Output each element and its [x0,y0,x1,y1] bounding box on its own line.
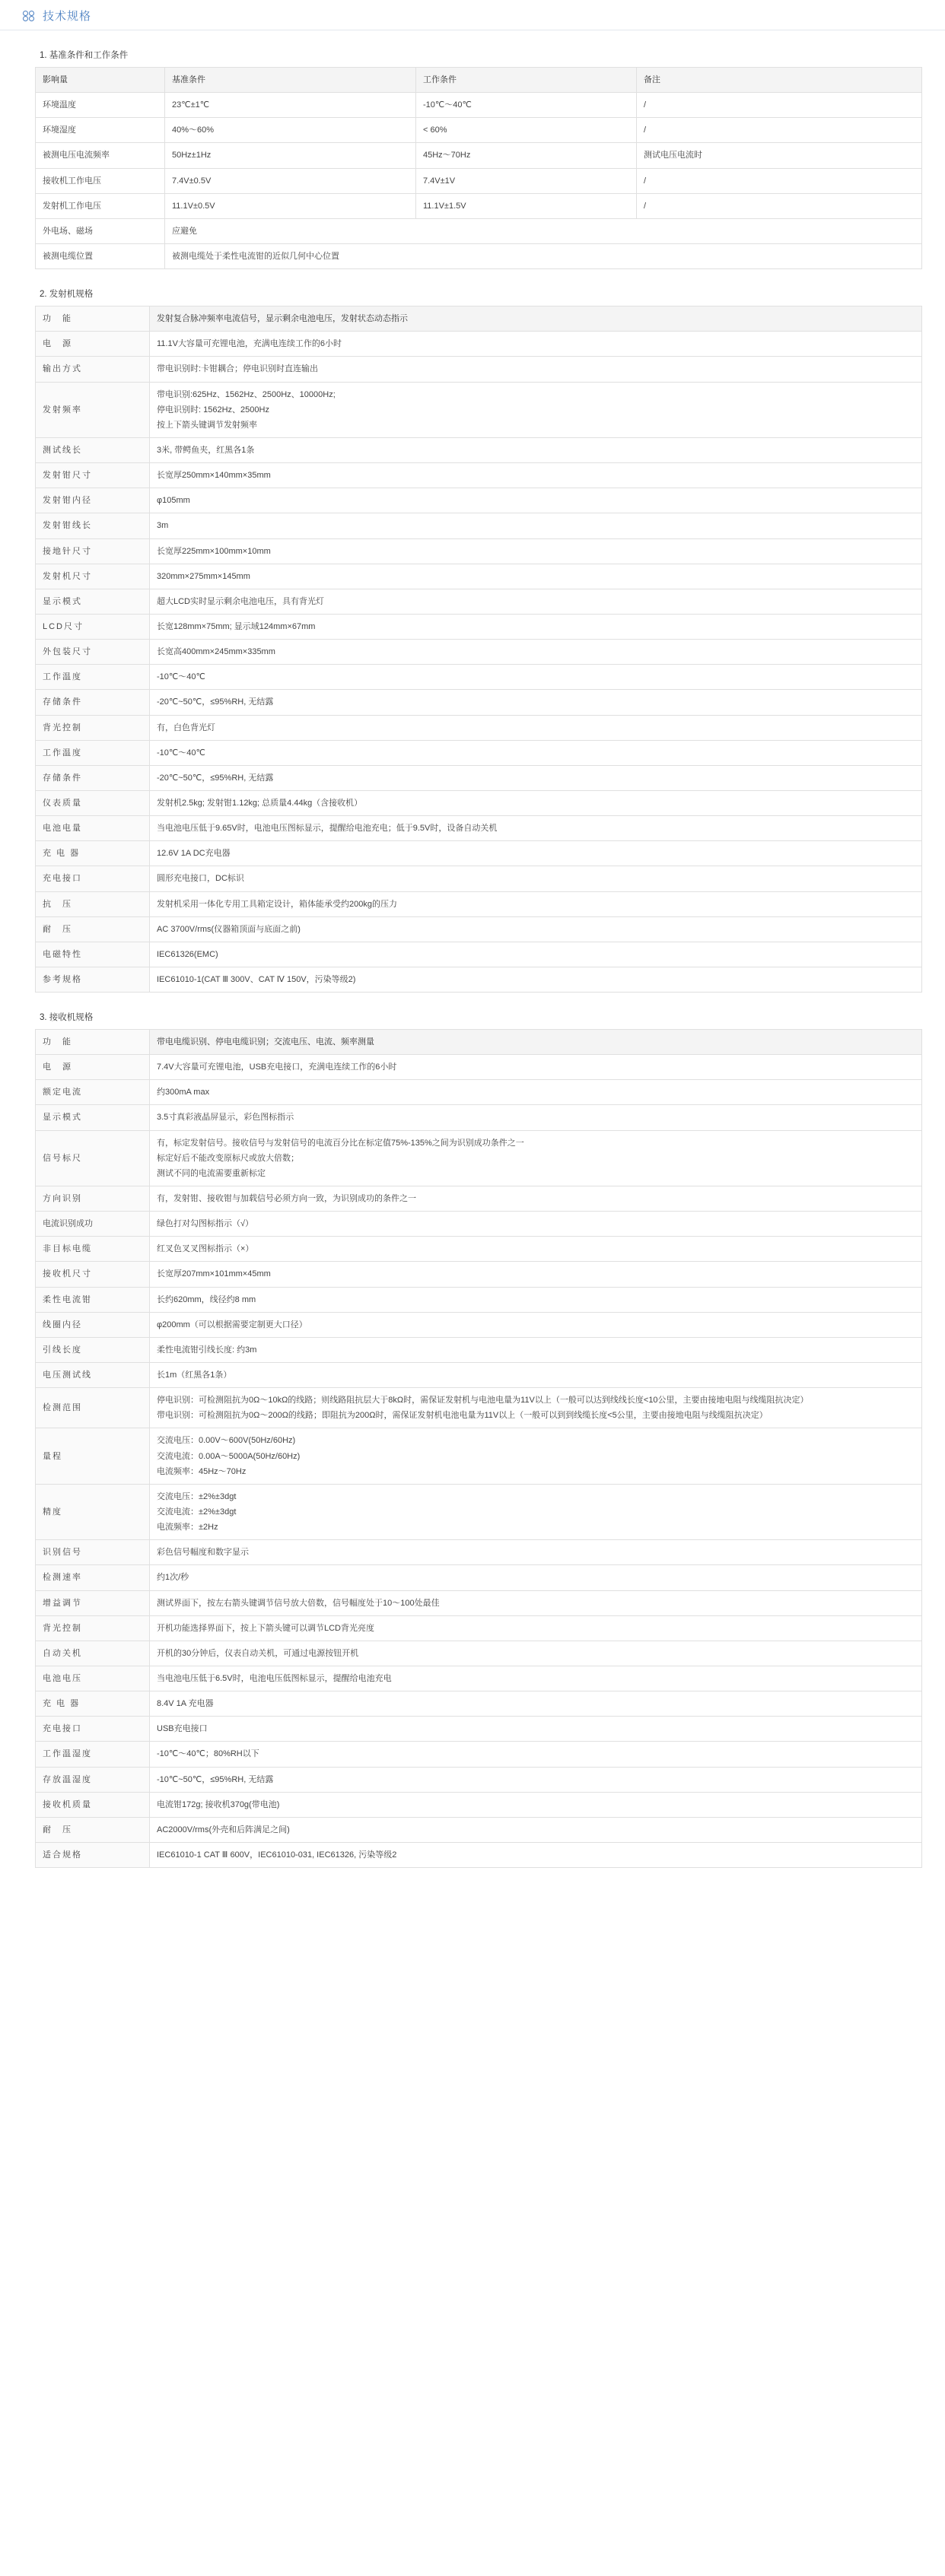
section-benchmark-conditions [0,30,945,269]
row-label: 外电场、磁场 [36,218,165,243]
row-label: 发射频率 [36,382,150,437]
table-row [36,1641,922,1666]
column-header: 基准条件 [165,68,416,93]
row-value [150,1615,922,1641]
row-value [150,1717,922,1742]
value-line: 开机功能选择界面下，按上下箭头键可以调节LCD背光亮度 [157,1623,375,1633]
row-label: 识别信号 [36,1540,150,1565]
row-label: 被测电压电流频率 [36,143,165,168]
row-value [150,437,922,462]
row-value [150,1842,922,1867]
row-label: 显示模式 [36,589,150,614]
row-value [150,942,922,967]
value-line: IEC61326(EMC) [157,949,218,959]
table-row [36,1565,922,1590]
row-label: 检测范围 [36,1388,150,1428]
table-row [36,488,922,513]
table-row [36,513,922,538]
row-label: 线圈内径 [36,1312,150,1337]
table-row [36,1080,922,1105]
column-header: 工作条件 [416,68,637,93]
value-line: 11.1V大容量可充锂电池，充满电连续工作的6小时 [157,339,342,349]
table-row [36,1767,922,1792]
row-value [150,1237,922,1262]
section-transmitter-spec [0,269,945,993]
table-row [36,357,922,382]
section-title [40,1011,922,1023]
value-line: 带电识别时:卡钳耦合；停电识别时直连输出 [157,364,319,374]
value-line: 当电池电压低于6.5V时，电池电压低图标显示，提醒给电池充电 [157,1674,392,1683]
row-label: 存放温湿度 [36,1767,150,1792]
row-value [150,463,922,488]
value-line: 长宽厚250mm×140mm×35mm [157,471,271,481]
value-line: 带电识别：可检测阻抗为0Ω～200Ω的线路；即阻抗为200Ω时，需保证发射机电池电量为11V以上（一般可以到到线缆长度<5公里，主要由接地电阻与线缆阻抗决定） [157,1411,768,1421]
row-label: 发射机尺寸 [36,564,150,589]
row-label: 电池电压 [36,1666,150,1691]
row-value [150,1540,922,1565]
value-line: φ105mm [157,496,190,506]
column-header: 备注 [637,68,922,93]
row-label: 发射钳线长 [36,513,150,538]
row-value: < 60% [416,118,637,143]
table-row [36,1540,922,1565]
row-value [150,1691,922,1717]
row-value [150,640,922,665]
row-label: 抗 压 [36,891,150,916]
row-label: 电 源 [36,1055,150,1080]
row-value [150,1767,922,1792]
row-value [150,1186,922,1212]
row-value [150,841,922,866]
row-value [150,564,922,589]
table-receiver-spec [35,1029,922,1868]
value-line: 7.4V大容量可充锂电池，USB充电接口，充满电连续工作的6小时 [157,1062,397,1072]
row-label: 方向识别 [36,1186,150,1212]
table-row [36,118,922,143]
value-line: 发射机采用一体化专用工具箱定设计，箱体能承受约200kg的压力 [157,899,397,909]
value-line: 交流电流：0.00A～5000A(50Hz/60Hz) [157,1451,301,1461]
table-row [36,1792,922,1817]
row-label: 量程 [36,1428,150,1484]
row-value: 7.4V±1V [416,168,637,193]
value-line: 电流频率：45Hz～70Hz [157,1466,247,1476]
row-label: 仪表质量 [36,790,150,815]
row-value [150,1212,922,1237]
row-label: 显示模式 [36,1105,150,1130]
row-label: LCD尺寸 [36,614,150,639]
row-label: 电流识别成功 [36,1212,150,1237]
row-value [150,765,922,790]
row-value: 23℃±1℃ [165,93,416,118]
table-row [36,790,922,815]
value-line: 电流钳172g; 接收机370g(带电池) [157,1799,280,1809]
table-row [36,1666,922,1691]
table-row [36,967,922,992]
table-row [36,1817,922,1842]
section-heading: 发射机规格 [49,290,94,300]
table-row [36,143,922,168]
table-row [36,1105,922,1130]
row-value [150,715,922,740]
row-label: 额定电流 [36,1080,150,1105]
section-title [40,49,922,61]
row-value [150,357,922,382]
value-line: 停电识别时: 1562Hz、2500Hz [157,405,269,415]
table-transmitter-spec [35,306,922,993]
row-label: 精度 [36,1484,150,1539]
table-row [36,1055,922,1080]
row-value [150,1363,922,1388]
grid-icon [23,9,37,23]
value-line: 当电池电压低于9.65V时，电池电压图标显示，提醒给电池充电；低于9.5V时，设备自动关机 [157,824,498,834]
value-line: 约300mA max [157,1088,210,1097]
row-value [150,1590,922,1615]
row-value: 50Hz±1Hz [165,143,416,168]
row-label: 发射钳内径 [36,488,150,513]
row-value [150,866,922,891]
value-line: 交流电压：0.00V～600V(50Hz/60Hz) [157,1436,296,1446]
section-heading: 基准条件和工作条件 [49,51,129,60]
value-line: 长宽厚207mm×101mm×45mm [157,1269,271,1279]
table-row [36,916,922,942]
row-value [150,1484,922,1539]
row-value [150,790,922,815]
table-row [36,463,922,488]
value-line: 有，白色背光灯 [157,723,215,732]
table-row [36,1484,922,1539]
value-line: -10℃～40℃；80%RH以下 [157,1749,259,1759]
row-label: 接收机尺寸 [36,1262,150,1287]
value-line: -10℃～40℃ [157,672,205,682]
value-line: 12.6V 1A DC充电器 [157,849,231,859]
row-note: / [637,93,922,118]
row-label: 柔性电流钳 [36,1287,150,1312]
table-row [36,614,922,639]
row-value [150,332,922,357]
value-line: 3.5寸真彩液晶屏显示，彩色图标指示 [157,1113,294,1123]
value-line: 发射机2.5kg; 发射钳1.12kg; 总质量4.44kg（含接收机） [157,798,363,808]
row-label: 接收机质量 [36,1792,150,1817]
value-line: 约1次/秒 [157,1573,189,1583]
row-note: / [637,168,922,193]
table-row [36,665,922,690]
value-line: 柔性电流钳引线长度: 约3m [157,1345,257,1355]
row-label: 存储条件 [36,765,150,790]
value-line: 长宽128mm×75mm; 显示域124mm×67mm [157,621,316,631]
row-value [150,1262,922,1287]
row-value [150,740,922,765]
value-line: 3米, 带鳄鱼夹，红黑各1条 [157,445,255,455]
column-header-value: 带电电缆识别、停电电缆识别；交流电压、电流、频率测量 [150,1030,922,1055]
table-row [36,765,922,790]
row-value [150,614,922,639]
table-row [36,437,922,462]
table-row [36,841,922,866]
row-value [150,967,922,992]
value-line: 长1m（红黑各1条） [157,1371,232,1380]
value-line: 开机的30分钟后，仪表自动关机，可通过电源按钮开机 [157,1648,359,1658]
row-label: 充电接口 [36,1717,150,1742]
table-row [36,382,922,437]
row-value [150,1817,922,1842]
row-label: 电压测试线 [36,1363,150,1388]
table-row [36,640,922,665]
value-line: 长约620mm，线径约8 mm [157,1294,256,1304]
table-row [36,1262,922,1287]
value-line: 交流电压：±2%±3dgt [157,1491,237,1501]
row-label: 适合规格 [36,1842,150,1867]
table-row [36,1312,922,1337]
table-row [36,740,922,765]
table-row [36,816,922,841]
section-index: 2. [40,290,47,300]
row-value [150,1080,922,1105]
value-line: 按上下箭头键调节发射频率 [157,420,257,430]
row-label: 电磁特性 [36,942,150,967]
row-label: 充电接口 [36,866,150,891]
table-row [36,218,922,243]
table-row [36,715,922,740]
row-label: 测试线长 [36,437,150,462]
row-value [150,488,922,513]
value-line: 超大LCD实时显示剩余电池电压，具有背光灯 [157,596,325,606]
row-label: 发射机工作电压 [36,193,165,218]
row-value [150,1105,922,1130]
section-receiver-spec [0,993,945,1868]
row-value [150,1428,922,1484]
row-value: 40%～60% [165,118,416,143]
row-label: 引线长度 [36,1337,150,1362]
value-line: 彩色信号幅度和数字显示 [157,1548,249,1558]
table-row [36,1590,922,1615]
value-line: -10℃~50℃，≤95%RH, 无结露 [157,1774,274,1784]
table-row [36,1742,922,1767]
row-label: 增益调节 [36,1590,150,1615]
row-value [150,538,922,564]
row-label: 外包装尺寸 [36,640,150,665]
table-row [36,1428,922,1484]
row-value: 应避免 [165,218,922,243]
row-value [150,1641,922,1666]
row-label: 接地针尺寸 [36,538,150,564]
row-label: 电 源 [36,332,150,357]
value-line: 红叉色叉叉图标指示（×） [157,1244,254,1254]
row-label: 环境温度 [36,93,165,118]
value-line: φ200mm（可以根据需要定制更大口径） [157,1320,307,1329]
value-line: 测试不同的电流需要重新标定 [157,1168,266,1178]
table-row [36,93,922,118]
row-label: 耐 压 [36,1817,150,1842]
row-label: 信号标尺 [36,1130,150,1186]
table-row [36,1212,922,1237]
row-label: 参考规格 [36,967,150,992]
table-row [36,564,922,589]
table-header-row [36,68,922,93]
table-row [36,690,922,715]
row-label: 工作温度 [36,740,150,765]
table-row [36,1363,922,1388]
row-value [150,589,922,614]
table-row [36,332,922,357]
document-header [0,0,945,30]
table-row [36,1337,922,1362]
table-benchmark-conditions [35,67,922,269]
row-label: 耐 压 [36,916,150,942]
value-line: IEC61010-1(CAT Ⅲ 300V、CAT Ⅳ 150V，污染等级2) [157,974,356,984]
value-line: 长宽高400mm×245mm×335mm [157,647,275,657]
row-label: 工作温度 [36,665,150,690]
value-line: 带电识别:625Hz、1562Hz、2500Hz、10000Hz; [157,389,336,399]
value-line: -20℃~50℃，≤95%RH, 无结露 [157,773,274,783]
row-note: / [637,193,922,218]
table-row [36,1717,922,1742]
column-header: 功 能 [36,307,150,332]
table-row [36,866,922,891]
row-value [150,1337,922,1362]
row-value [150,1287,922,1312]
section-title [40,287,922,300]
row-label: 充 电 器 [36,841,150,866]
row-value: 11.1V±0.5V [165,193,416,218]
row-value [150,1565,922,1590]
row-label: 被测电缆位置 [36,243,165,268]
row-value: 7.4V±0.5V [165,168,416,193]
value-line: IEC61010-1 CAT Ⅲ 600V，IEC61010-031, IEC61326, 污染等级2 [157,1850,397,1860]
row-label: 电池电量 [36,816,150,841]
value-line: 测试界面下，按左右箭头键调节信号放大倍数，信号幅度处于10～100处最佳 [157,1598,440,1608]
row-label: 背光控制 [36,1615,150,1641]
value-line: 交流电流：±2%±3dgt [157,1507,237,1517]
value-line: 有，标定发射信号。接收信号与发射信号的电流百分比在标定值75%-135%之间为识别成功条件之一 [157,1138,524,1148]
row-label: 自动关机 [36,1641,150,1666]
value-line: 8.4V 1A 充电器 [157,1699,214,1709]
table-row [36,1388,922,1428]
row-label: 工作温湿度 [36,1742,150,1767]
value-line: -20℃~50℃，≤95%RH, 无结露 [157,697,274,707]
page-title: 技术规格 [43,10,92,23]
table-row [36,1615,922,1641]
value-line: 长宽厚225mm×100mm×10mm [157,546,271,556]
row-label: 发射钳尺寸 [36,463,150,488]
row-label: 背光控制 [36,715,150,740]
row-value [150,1742,922,1767]
table-row [36,589,922,614]
section-heading: 接收机规格 [49,1013,94,1023]
row-value [150,916,922,942]
row-label: 存储条件 [36,690,150,715]
value-line: USB充电接口 [157,1724,208,1734]
row-value [150,891,922,916]
table-header-row [36,307,922,332]
value-line: 绿色打对勾图标指示（√） [157,1219,254,1229]
table-row [36,193,922,218]
row-label: 充 电 器 [36,1691,150,1717]
value-line: 3m [157,521,169,531]
value-line: 有，发射钳、接收钳与加载信号必须方向一致，为识别成功的条件之一 [157,1194,416,1204]
row-label: 非目标电缆 [36,1237,150,1262]
table-row [36,891,922,916]
row-label: 检测速率 [36,1565,150,1590]
row-value [150,665,922,690]
table-row [36,1130,922,1186]
row-value [150,1792,922,1817]
column-header: 功 能 [36,1030,150,1055]
row-note: / [637,118,922,143]
column-header: 影响量 [36,68,165,93]
row-label: 输出方式 [36,357,150,382]
table-row [36,1237,922,1262]
value-line: 320mm×275mm×145mm [157,571,250,581]
row-value [150,1666,922,1691]
row-value [150,1312,922,1337]
row-value [150,1130,922,1186]
row-value [150,1055,922,1080]
row-note: 测试电压电流时 [637,143,922,168]
row-label: 环境湿度 [36,118,165,143]
row-value [150,690,922,715]
section-index: 1. [40,51,47,60]
table-row [36,243,922,268]
table-row [36,168,922,193]
section-index: 3. [40,1013,47,1023]
row-value [150,382,922,437]
row-value: -10℃～40℃ [416,93,637,118]
value-line: -10℃～40℃ [157,748,205,758]
table-row [36,538,922,564]
row-value: 45Hz～70Hz [416,143,637,168]
table-row [36,1691,922,1717]
table-row [36,942,922,967]
value-line: 圆形充电接口，DC标识 [157,874,244,884]
value-line: AC2000V/rms(外壳和后阵满足之间) [157,1825,290,1834]
table-row [36,1186,922,1212]
table-row [36,1287,922,1312]
value-line: 电流频率：±2Hz [157,1523,218,1533]
column-header-value: 发射复合脉冲频率电流信号，显示剩余电池电压，发射状态动态指示 [150,307,922,332]
value-line: AC 3700V/rms(仪器箱顶面与底面之前) [157,924,301,934]
row-value: 被测电缆处于柔性电流钳的近似几何中心位置 [165,243,922,268]
row-value [150,513,922,538]
table-header-row [36,1030,922,1055]
row-label: 接收机工作电压 [36,168,165,193]
row-value [150,816,922,841]
value-line: 标定好后不能改变原标尺或放大倍数； [157,1153,299,1163]
table-row [36,1842,922,1867]
row-value [150,1388,922,1428]
row-value: 11.1V±1.5V [416,193,637,218]
value-line: 停电识别：可检测阻抗为0Ω～10kΩ的线路；则线路阻抗层大于8kΩ时，需保证发射机与电池电量为11V以上（一般可以达到线线长度<10公里，主要由接地电阻与线缆阻抗决定） [157,1396,809,1406]
